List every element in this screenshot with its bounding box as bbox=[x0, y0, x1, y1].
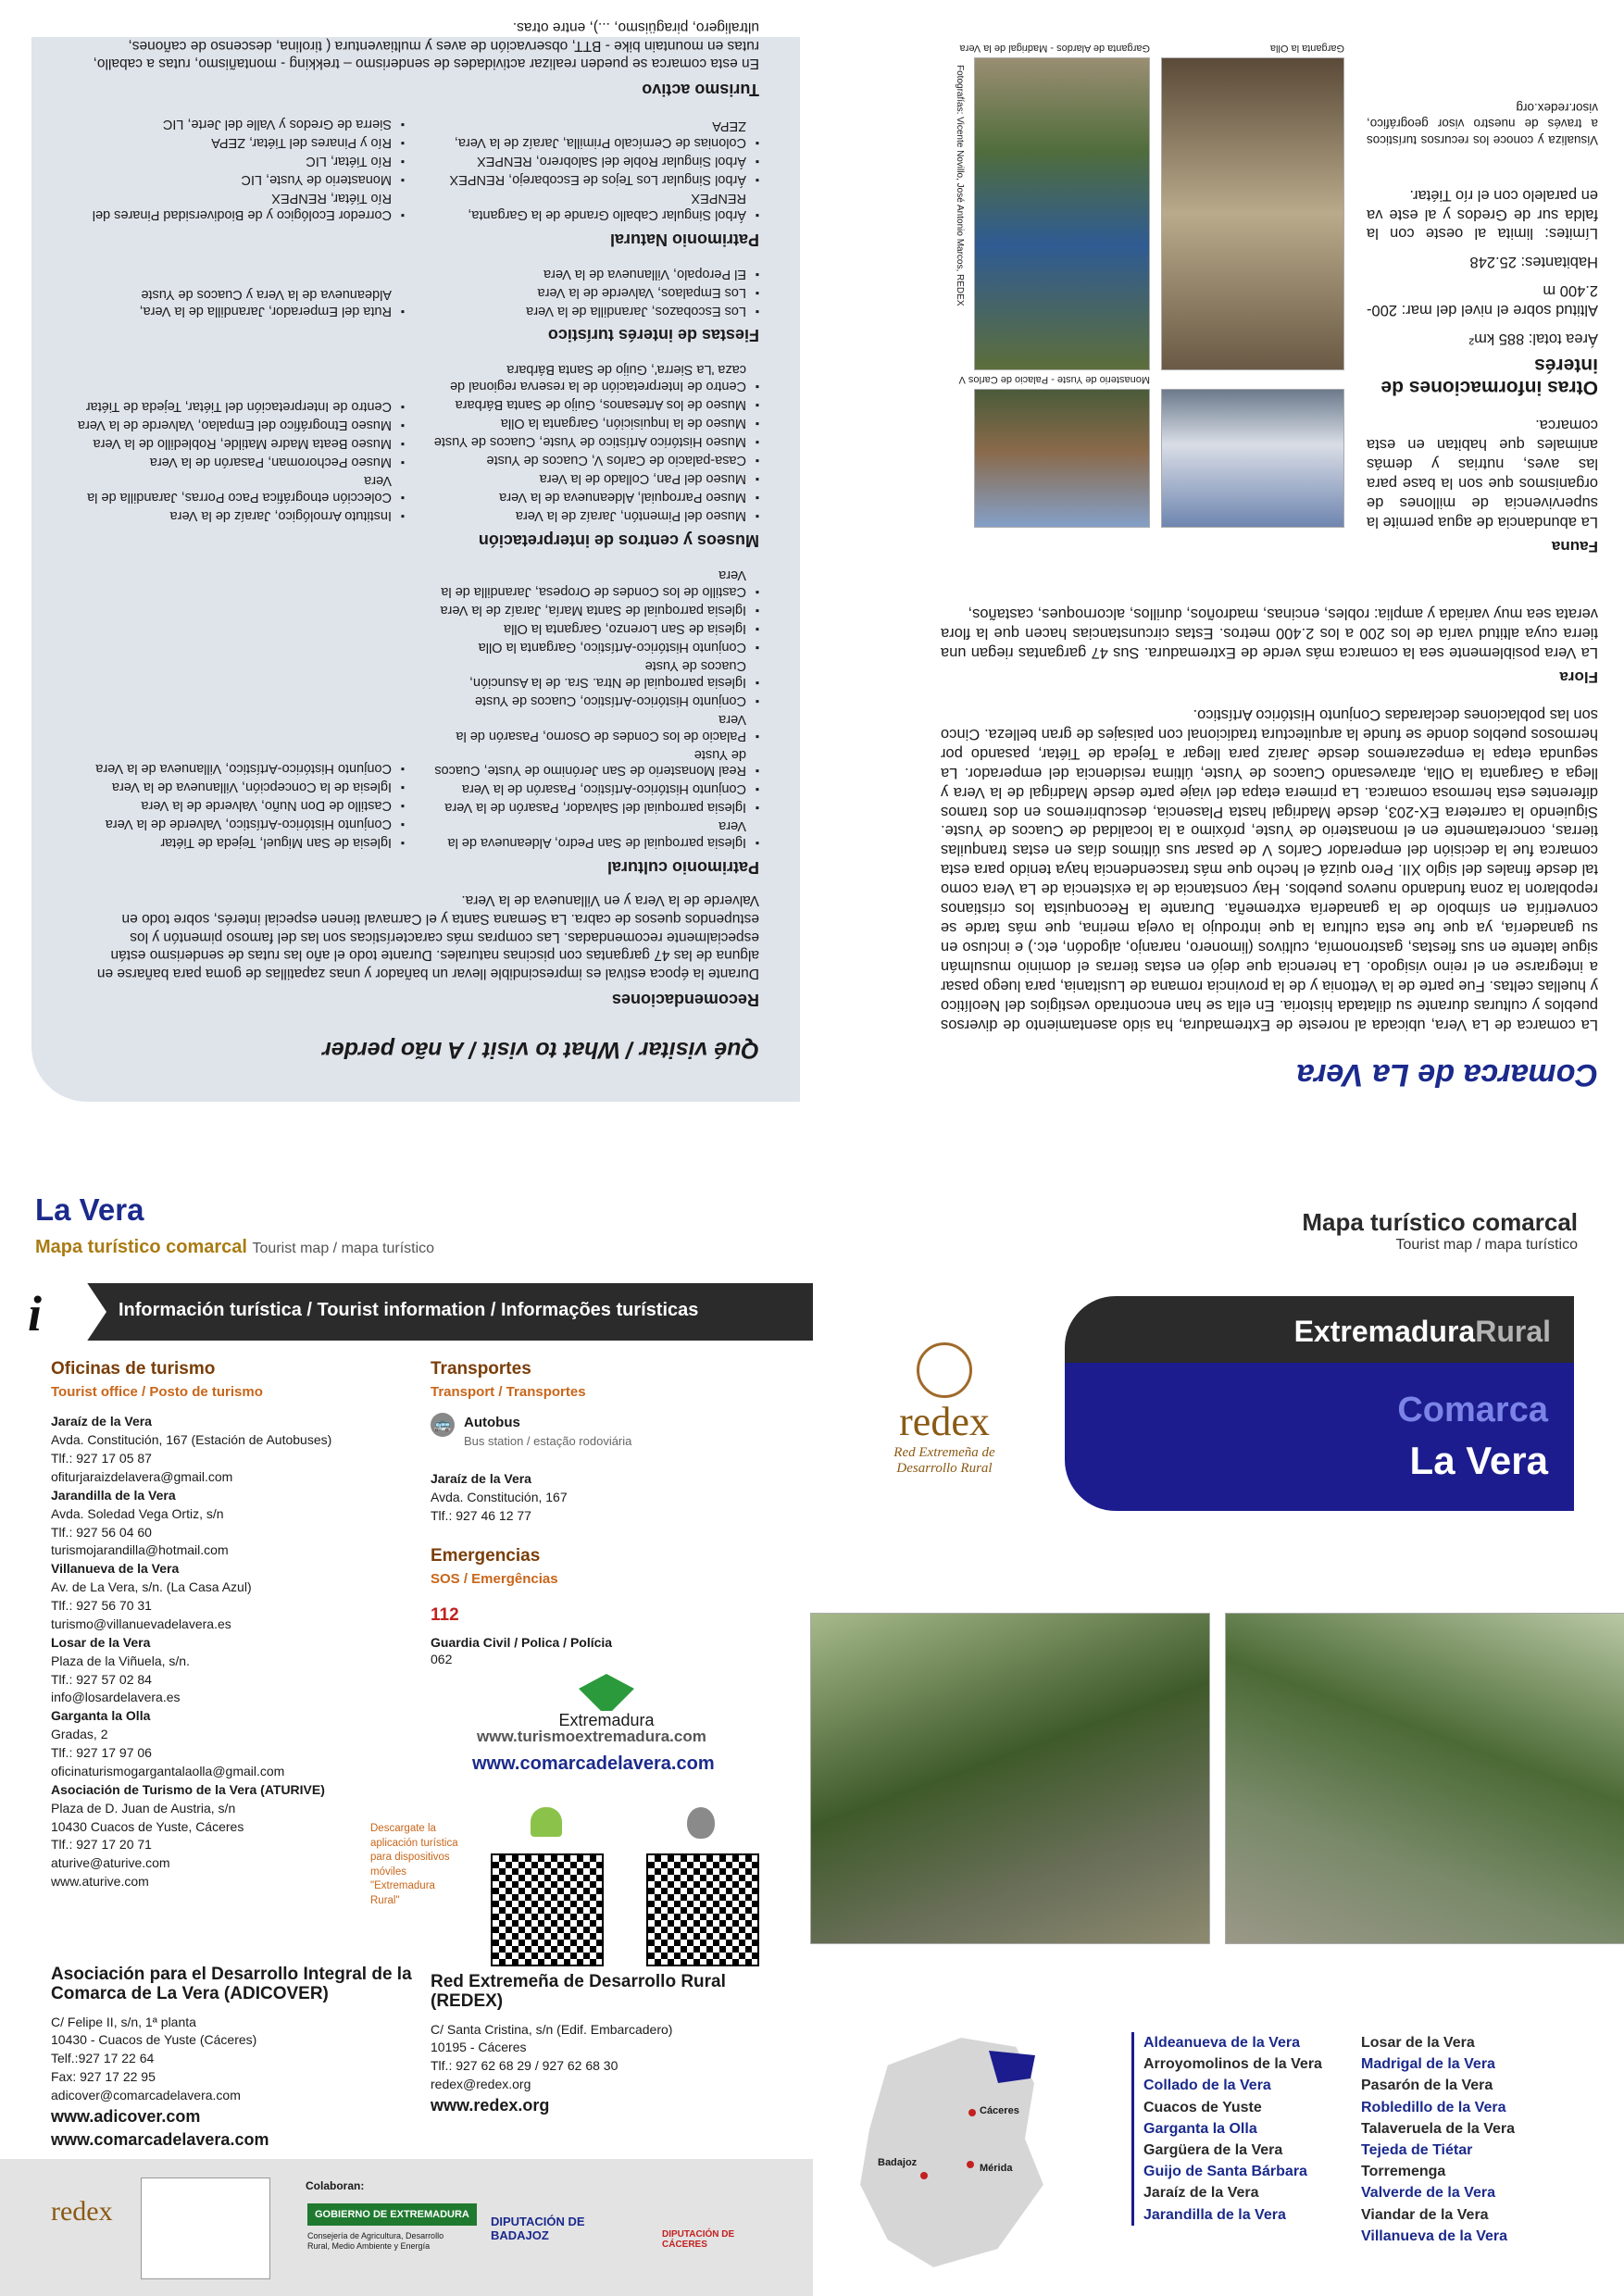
municipio-item: Jarandilla de la Vera bbox=[1143, 2206, 1286, 2223]
museos-list-b bbox=[72, 358, 405, 523]
municipio-item: Garganta la Olla bbox=[1143, 2120, 1257, 2137]
municipio-item: Robledillo de la Vera bbox=[1361, 2099, 1506, 2115]
office-line: Tlf.: 927 57 02 84 bbox=[51, 1671, 152, 1687]
bus-sub: Bus station / estação rodoviária bbox=[464, 1433, 632, 1448]
bus-icon: 🚌 bbox=[431, 1413, 455, 1437]
gobex-logo: GOBIERNO DE EXTREMADURA bbox=[307, 2203, 477, 2226]
list-item: ▪ Árbol Singular Caballo Grande de la Garganta, RENPEX bbox=[427, 189, 759, 222]
map-label-merida: Mérida bbox=[980, 2163, 1013, 2174]
fauna-title: Fauna bbox=[1551, 538, 1598, 555]
photo-forest-1 bbox=[810, 1613, 1210, 1944]
redex-line: C/ Santa Cristina, s/n (Edif. Embarcadero) bbox=[431, 2021, 673, 2037]
list-item: ▪ Conjunto Histórico-Artístico, Villanueva de la Vera bbox=[72, 760, 405, 777]
pat-list-a bbox=[427, 564, 759, 851]
list-item: ▪ Conjunto Histórico-Artístico, Garganta la Olla bbox=[427, 638, 759, 655]
redex-url[interactable]: www.redex.org bbox=[431, 2096, 550, 2115]
app-text-line: móviles bbox=[370, 1866, 406, 1878]
list-item: ▪ Iglesia de San Lorenzo, Garganta la Olla bbox=[427, 619, 759, 636]
list-item: ▪ Árbol Singular Roble del Salobrero, RENPEX bbox=[427, 152, 759, 168]
adicover-email[interactable]: adicover@comarcadelavera.com bbox=[51, 2088, 241, 2103]
comarca-url[interactable]: www.comarcadelavera.com bbox=[51, 2130, 269, 2150]
office-line: Plaza de D. Juan de Austria, s/n bbox=[51, 1800, 236, 1816]
municipio-item: Madrigal de la Vera bbox=[1361, 2056, 1495, 2073]
turismo-title: Turismo activo bbox=[642, 81, 759, 100]
list-item: ▪ Museo Pechoroman, Pasarón de la Vera bbox=[72, 453, 405, 469]
qr-android[interactable] bbox=[491, 1853, 604, 1966]
list-item: ▪ Museo Histórico Artístico de Yuste, Cuacos de Yuste bbox=[427, 432, 759, 449]
list-item: ▪ Colección etnográfica Paco Porras, Jarandilla de la Vera bbox=[72, 471, 405, 505]
page-title: La Vera bbox=[35, 1192, 144, 1227]
office-line: turismojarandilla@hotmail.com bbox=[51, 1542, 229, 1558]
flora-text: La Vera posiblemente sea la comarca más verde de Extremadura. Sus 47 gargantas riegan una tierra cuya altitud varía de los 200 a los 2.400 metros. Estas circunstancias hacen que la flora verata sea muy variada y amplia: robles, encinas, madroños, durillos, alcornoques, castaños, bbox=[941, 605, 1598, 661]
transportes bbox=[431, 1357, 764, 1666]
flora-title: Flora bbox=[1559, 668, 1598, 686]
list-item: ▪ Colonias de Cernícalo Primilla, Jaraíz de la Vera, ZEPA bbox=[427, 117, 759, 150]
app-text-line: para dispositivos bbox=[370, 1852, 450, 1864]
list-item: ▪ Ruta del Emperador, Jarandilla de la Vera, Aldeanueva de la Vera y Cuacos de Yuste bbox=[72, 285, 405, 318]
caption-alardos: Garganta de Alardos - Madrigal de la Vera bbox=[959, 43, 1150, 54]
municipios-col-2 bbox=[1361, 2032, 1515, 2247]
redex-line: Tlf.: 927 62 68 29 / 927 62 68 30 bbox=[431, 2058, 618, 2074]
extremadura-leaf-icon bbox=[579, 1674, 634, 1711]
list-item: ▪ Museo del Pan, Collado de la Vera bbox=[427, 469, 759, 486]
office-line: www.aturive.com bbox=[51, 1874, 149, 1890]
emergencias-sub: SOS / Emergências bbox=[431, 1570, 558, 1587]
office-line: ofiturjaraizdelavera@gmail.com bbox=[51, 1468, 233, 1484]
list-item: ▪ Casa-palacio de Carlos V, Cuacos de Yuste bbox=[427, 451, 759, 468]
adicover-url[interactable]: www.adicover.com bbox=[51, 2106, 201, 2126]
office-line: Tlf.: 927 17 97 06 bbox=[51, 1745, 152, 1761]
list-item: ▪ Centro de Interpretación de la reserva regional de caza 'La Sierra', Guijo de Santa Bárbara bbox=[427, 360, 759, 393]
list-item: ▪ Instituto Arnológico, Jaraíz de la Vera bbox=[72, 506, 405, 523]
oficinas-lines bbox=[51, 1413, 403, 1891]
municipio-item: Gargüera de la Vera bbox=[1143, 2141, 1283, 2158]
fiestas-list-b bbox=[72, 263, 405, 318]
municipio-item: Tejeda de Tiétar bbox=[1361, 2141, 1473, 2158]
caption-monasterio: Monasterio de Yuste - Palacio de Carlos V bbox=[958, 374, 1150, 385]
redex-email[interactable]: redex@redex.org bbox=[431, 2077, 531, 2092]
caceres-dot bbox=[968, 2109, 976, 2116]
list-item: ▪ Conjunto Histórico-Artístico, Pasarón de la Vera bbox=[427, 780, 759, 796]
app-text-line: Descargate la bbox=[370, 1823, 436, 1834]
office-town: Losar de la Vera bbox=[51, 1634, 151, 1650]
photo-forest-2 bbox=[1225, 1613, 1624, 1944]
office-town: Villanueva de la Vera bbox=[51, 1561, 180, 1577]
list-item: ▪ Los Escobazos, Jarandilla de la Vera bbox=[427, 302, 759, 318]
guardia-civil-number: 062 bbox=[431, 1651, 453, 1666]
list-item: ▪ Palacio de los Condes de Osorno, Pasarón de la Vera bbox=[427, 710, 759, 743]
list-item: ▪ Iglesia de San Miguel, Tejeda de Tiétar bbox=[72, 833, 405, 850]
list-item: ▪ Árbol Singular Los Tejos de Escobarejo, RENPEX bbox=[427, 170, 759, 187]
adicover-line: Fax: 927 17 22 95 bbox=[51, 2069, 156, 2085]
app-text-line: "Extremadura bbox=[370, 1880, 435, 1892]
otras-3: Habitantes: 25.248 bbox=[1469, 254, 1598, 271]
list-item: ▪ Corredor Ecológico y de Biodiversidad Pinares del Río Tiétar, RENPEX bbox=[72, 189, 405, 222]
redex-title: Red Extremeña de Desarrollo Rural (REDEX) bbox=[431, 1972, 726, 2012]
intro-text: La comarca de La Vera, ubicada al noreste de Extremadura, ha sido asentamiento de diversos pueblos y culturas durante su dilatada historia. En ella se han encontrado vestigios del Neolítico y huellas celtas. Fue parte de la Vettonia y de la provincia romana de Lusitania, para luego pasar a integrarse en el reino visigodo. La herencia que dejó en estas tierras el dominio musulmán sigue latente en sus fiestas, gastronomía, cultivos (limonero, naranjo, algodón, etc.) e incluso en su ganadería, ya que fue esta cultura la que introdujo la oveja merina, que más tarde se convertiría en símbolo de la ganadería extremeña. Durante la Reconquista los cristianos repoblaron la zona fundando nuevos pueblos. Hay constancia de la existencia de La Vera como tal desde finales del siglo XII. Pero quizá el hecho que más trascendencia haya tenido para esta comarca fue la decisión del emperador Carlos V de pasar sus últimos días en estas tranquilas tierras, concretamente en el monasterio de Yuste, próximo a la localidad de Cuacos de Yuste. Siguiendo la carretera EX-203, desde Madrigal hasta Plasencia, descubriremos en dos tramos diferentes esta hermosa comarca. La primera etapa del viaje parte desde Madrigal de la Vera y llega a Garganta la Olla, atravesando Cuacos de Yuste, última residencia del emperador. La segunda etapa la empezaremos desde Jaraíz para llegar a Tejeda de Tiétar, pasando por hermosos pueblos donde se funde la arquitectura tradicional con paisajes de gran belleza. Cinco son las poblaciones declaradas Conjunto Histórico Artístico. bbox=[941, 705, 1598, 1033]
bus-addr: Avda. Constitución, 167 bbox=[431, 1489, 568, 1504]
office-line: oficinaturismogargantalaolla@gmail.com bbox=[51, 1763, 285, 1778]
right-title: Mapa turístico comarcal bbox=[1302, 1208, 1578, 1236]
list-item: ▪ Río Tiétar, LIC bbox=[72, 152, 405, 168]
museos-list-a bbox=[427, 358, 759, 523]
web-comarca[interactable]: www.comarcadelavera.com bbox=[472, 1753, 715, 1774]
photo-monasterio bbox=[974, 389, 1150, 528]
app-text-line: Rural" bbox=[370, 1894, 400, 1906]
reco-text: Durante la época estival es imprescindible llevar un bañador y unas zapatillas de goma para bañarse en alguna de las 47 gargantas con piscinas naturales. Durante todo el año las rutas de senderismo están especialmente recomendadas. Las compras más características son las del famoso pimentón y los estupendos quesos de cabra. La Semana Santa y el Carnaval tienen especial interés, sobre todo en Valverde de la Vera y en Villanueva de la Vera. bbox=[96, 892, 759, 982]
list-item: ▪ Real Monasterio de San Jerónimo de Yuste, Cuacos de Yuste bbox=[427, 745, 759, 779]
caption-garganta-olla: Garganta la Olla bbox=[1269, 43, 1344, 54]
office-line: Av. de La Vera, s/n. (La Casa Azul) bbox=[51, 1579, 252, 1595]
office-line: Avda. Constitución, 167 (Estación de Autobuses) bbox=[51, 1432, 332, 1448]
bus-label: Autobus bbox=[464, 1415, 520, 1431]
top-panel-rotated bbox=[0, 0, 1624, 1129]
oficinas-title: Oficinas de turismo bbox=[51, 1359, 216, 1379]
natural-list-a bbox=[427, 113, 759, 222]
transportes-title: Transportes bbox=[431, 1359, 531, 1379]
photo-sierra bbox=[1161, 389, 1344, 528]
list-item: ▪ Museo del Pimentón, Jaraíz de la Vera bbox=[427, 506, 759, 523]
redex-logo bbox=[870, 1342, 1018, 1477]
app-text bbox=[370, 1822, 472, 1908]
info-icon: i bbox=[28, 1286, 43, 1341]
reco-title: Recomendaciones bbox=[611, 991, 759, 1009]
adicover-logo bbox=[141, 2177, 270, 2279]
fiestas-title: Fiestas de interés turístico bbox=[547, 326, 759, 345]
comarca-band bbox=[1065, 1363, 1574, 1511]
list-item: ▪ Río y Pinares del Tiétar, ZEPA bbox=[72, 133, 405, 150]
app-text-line: aplicación turística bbox=[370, 1837, 458, 1849]
pat-title: Patrimonio cultural bbox=[606, 858, 759, 878]
page-subtitle bbox=[35, 1237, 434, 1258]
office-line: Tlf.: 927 17 05 87 bbox=[51, 1451, 152, 1466]
la-vera-label: La Vera bbox=[1409, 1439, 1548, 1482]
comarca-label: Comarca bbox=[1397, 1391, 1548, 1429]
office-line: Tlf.: 927 56 04 60 bbox=[51, 1524, 152, 1540]
stork-icon bbox=[917, 1342, 972, 1398]
info-bar bbox=[0, 1283, 813, 1341]
intro-column bbox=[941, 594, 1598, 1092]
otras-title: Otras informaciones de interés bbox=[1380, 355, 1598, 399]
office-line: Gradas, 2 bbox=[51, 1727, 108, 1742]
redex-line: 10195 - Cáceres bbox=[431, 2040, 527, 2055]
bus-town: Jaraíz de la Vera bbox=[431, 1471, 531, 1487]
map-label-caceres: Cáceres bbox=[980, 2105, 1019, 2116]
extremadura-label: Extremadura bbox=[558, 1711, 655, 1729]
municipio-item: Collado de la Vera bbox=[1143, 2078, 1271, 2094]
caceres-logo: DIPUTACIÓN DE CÁCERES bbox=[662, 2229, 735, 2250]
municipio-item: Torremenga bbox=[1361, 2164, 1446, 2180]
list-item: ▪ Los Empalaos, Valverde de la Vera bbox=[427, 283, 759, 300]
list-item: ▪ Conjunto Histórico-Artístico, Valverde de la Vera bbox=[72, 815, 405, 831]
map-label-badajoz: Badajoz bbox=[878, 2157, 918, 2168]
municipio-item: Cuacos de Yuste bbox=[1143, 2099, 1262, 2115]
photo-credit: Fotografías: Vicente Novillo, José Antonio Marcos, REDEX bbox=[955, 65, 965, 306]
otras-4: Límites: limita al oeste con la falda sur de Gredos y al este va en paralelo con el río Tiétar. bbox=[1367, 186, 1598, 243]
band-b: Rural bbox=[1475, 1315, 1551, 1348]
list-item: ▪ Centro de Interpretación del Tiétar, Tejeda de Tiétar bbox=[72, 397, 405, 414]
municipio-item: Losar de la Vera bbox=[1361, 2035, 1475, 2051]
list-item: ▪ Sierra de Gredos y Valle del Jerte, LIC bbox=[72, 115, 405, 131]
office-town: Garganta la Olla bbox=[51, 1708, 151, 1724]
bottom-panel bbox=[0, 1148, 1624, 2296]
office-line: Tlf.: 927 56 70 31 bbox=[51, 1598, 152, 1614]
list-item: ▪ Museo de los Artesanos, Guijo de Santa Bárbara bbox=[427, 395, 759, 412]
adicover-line: Telf.:927 17 22 64 bbox=[51, 2051, 155, 2066]
subtitle-es: Mapa turístico comarcal bbox=[35, 1237, 247, 1257]
colaboran-label: Colaboran: bbox=[306, 2179, 365, 2192]
oficinas-sub: Tourist office / Posto de turismo bbox=[51, 1383, 263, 1400]
office-line: info@losardelavera.es bbox=[51, 1690, 181, 1705]
extremadura-logo bbox=[532, 1674, 681, 1730]
merida-dot bbox=[967, 2161, 974, 2168]
adicover bbox=[51, 1965, 421, 2152]
android-icon bbox=[531, 1807, 562, 1837]
municipio-item: Pasarón de la Vera bbox=[1361, 2078, 1493, 2094]
otras-2: Altitud sobre el nivel del mar: 200-2.400 m bbox=[1367, 282, 1598, 319]
redex-wordmark: redex bbox=[899, 1399, 990, 1444]
consejeria-text: Consejería de Agricultura, Desarrollo Rural, Medio Ambiente y Energía bbox=[307, 2231, 444, 2251]
list-item: ▪ Museo Beata Madre Matilde, Robledillo de la Vera bbox=[72, 434, 405, 451]
bus-tel: Tlf.: 927 46 12 77 bbox=[431, 1507, 531, 1523]
list-item: ▪ Iglesia parroquial del Salvador, Pasarón de la Vera bbox=[427, 798, 759, 815]
list-item: ▪ Monasterio de Yuste, LIC bbox=[72, 170, 405, 187]
fiestas-list-a bbox=[427, 263, 759, 318]
right-title-block bbox=[1302, 1208, 1578, 1254]
list-item: ▪ Museo de la Inquisición, Garganta la Olla bbox=[427, 414, 759, 430]
emergency-number: 112 bbox=[431, 1604, 459, 1625]
municipio-item: Guijo de Santa Bárbara bbox=[1143, 2164, 1307, 2180]
municipio-item: Talaveruela de la Vera bbox=[1361, 2120, 1516, 2137]
badajoz-dot bbox=[920, 2172, 928, 2179]
municipio-item: Arroyomolinos de la Vera bbox=[1143, 2056, 1322, 2073]
right-sub: Tourist map / mapa turístico bbox=[1395, 1237, 1578, 1253]
office-line: Avda. Soledad Vega Ortiz, s/n bbox=[51, 1505, 224, 1521]
municipio-item: Aldeanueva de la Vera bbox=[1143, 2035, 1300, 2051]
extremadura-map bbox=[850, 2028, 1063, 2287]
badajoz-logo: DIPUTACIÓN DE BADAJOZ bbox=[491, 2215, 585, 2242]
band-a: Extremadura bbox=[1293, 1315, 1476, 1348]
redex-sub: Red Extremeña de Desarrollo Rural bbox=[893, 1445, 995, 1476]
transportes-sub: Transport / Transportes bbox=[431, 1383, 586, 1400]
fauna-block bbox=[1367, 91, 1598, 565]
list-item: ▪ Iglesia parroquial de Ntra. Sra. de la Asunción, Cuacos de Yuste bbox=[427, 656, 759, 690]
intro-title: Comarca de La Vera bbox=[1296, 1057, 1598, 1092]
extremadura-rural-text bbox=[1294, 1315, 1551, 1349]
list-item: ▪ Castillo de Don Nuño, Valverde de la Vera bbox=[72, 796, 405, 813]
municipio-item: Jaraíz de la Vera bbox=[1143, 2185, 1259, 2202]
pat-list-b bbox=[72, 564, 405, 851]
adicover-title: Asociación para el Desarrollo Integral de la Comarca de La Vera (ADICOVER) bbox=[51, 1965, 412, 2004]
list-item: ▪ Museo Etnográfico del Empalao, Valverde de la Vera bbox=[72, 416, 405, 432]
adicover-line: C/ Felipe II, s/n, 1ª planta bbox=[51, 2014, 196, 2029]
list-item: ▪ Iglesia de la Concepción, Villanueva de la Vera bbox=[72, 778, 405, 794]
list-item: ▪ Iglesia parroquial de Santa María, Jaraíz de la Vera bbox=[427, 601, 759, 618]
office-town: Jaraíz de la Vera bbox=[51, 1414, 152, 1429]
list-item: ▪ Iglesia parroquial de San Pedro, Aldeanueva de la Vera bbox=[427, 817, 759, 850]
office-line: Tlf.: 927 17 20 71 bbox=[51, 1837, 152, 1853]
list-item: ▪ Castillo de los Condes de Oropesa, Jarandilla de la Vera bbox=[427, 566, 759, 599]
list-item: ▪ El Peropalo, Villanueva de la Vera bbox=[427, 265, 759, 281]
subtitle-en: Tourist map / mapa turístico bbox=[252, 1241, 435, 1256]
oficinas-turismo bbox=[51, 1357, 403, 1891]
info-bar-text: Información turística / Tourist information / Informações turísticas bbox=[119, 1300, 699, 1320]
office-line: Plaza de la Viñuela, s/n. bbox=[51, 1653, 190, 1668]
info-icon-box bbox=[0, 1283, 106, 1341]
guardia-civil: Guardia Civil / Polica / Polícia bbox=[431, 1634, 613, 1650]
municipio-item: Viandar de la Vera bbox=[1361, 2206, 1489, 2223]
natural-title: Patrimonio Natural bbox=[609, 230, 759, 249]
office-line: turismo@villanuevadelavera.es bbox=[51, 1616, 231, 1631]
turismo-text: En esta comarca se pueden realizar actividades de senderismo – trekking - montañismo, rutas a caballo, rutas en mountain bike - BTT, observación de aves y multiaventura ( tirolina, descenso de cañones, ultraligero, piragüismo, ...), entre otras. bbox=[93, 19, 759, 72]
emergencias-title: Emergencias bbox=[431, 1545, 541, 1566]
office-town: Jarandilla de la Vera bbox=[51, 1487, 176, 1503]
office-line: 10430 Cuacos de Yuste, Cáceres bbox=[51, 1818, 244, 1834]
qr-apple[interactable] bbox=[646, 1853, 759, 1966]
adicover-line: 10430 - Cuacos de Yuste (Cáceres) bbox=[51, 2032, 257, 2048]
municipio-item: Valverde de la Vera bbox=[1361, 2185, 1495, 2202]
municipios-col-1 bbox=[1131, 2032, 1322, 2226]
web-turismo[interactable]: www.turismoextremadura.com bbox=[477, 1728, 706, 1745]
photo-alardos bbox=[974, 57, 1150, 370]
visit-panel bbox=[31, 19, 800, 1102]
collaborators-bar bbox=[0, 2159, 813, 2296]
natural-list-b bbox=[72, 113, 405, 222]
office-town: Asociación de Turismo de la Vera (ATURIVE) bbox=[51, 1781, 325, 1797]
visit-title: Qué visitar / What to visit / A não perder bbox=[322, 1037, 759, 1063]
municipio-item: Villanueva de la Vera bbox=[1361, 2227, 1508, 2244]
fauna-text: La abundancia de agua permite la supervivencia de millones de organismos que son la base para las aves, nutrias y demás animales que habitan en esta comarca. bbox=[1367, 417, 1598, 530]
redex-contact bbox=[431, 1972, 727, 2118]
photo-garganta-olla bbox=[1161, 57, 1344, 370]
museos-title: Museos y centros de interpretación bbox=[478, 530, 759, 550]
apple-icon bbox=[687, 1807, 715, 1839]
redex-small-logo: redex bbox=[51, 2196, 113, 2227]
list-item: ▪ Museo Parroquial, Aldeanueva de la Vera bbox=[427, 488, 759, 505]
list-item: ▪ Conjunto Histórico-Artístico, Cuacos de Yuste bbox=[427, 692, 759, 708]
visor-text: Visualiza y conoce los recursos turísticos a través de nuestro visor geográfico, visor.redex.org bbox=[1367, 101, 1598, 147]
otras-1: Área total: 885 km² bbox=[1468, 331, 1598, 348]
office-line: aturive@aturive.com bbox=[51, 1855, 170, 1871]
extremadura-rural-band bbox=[1065, 1296, 1574, 1363]
